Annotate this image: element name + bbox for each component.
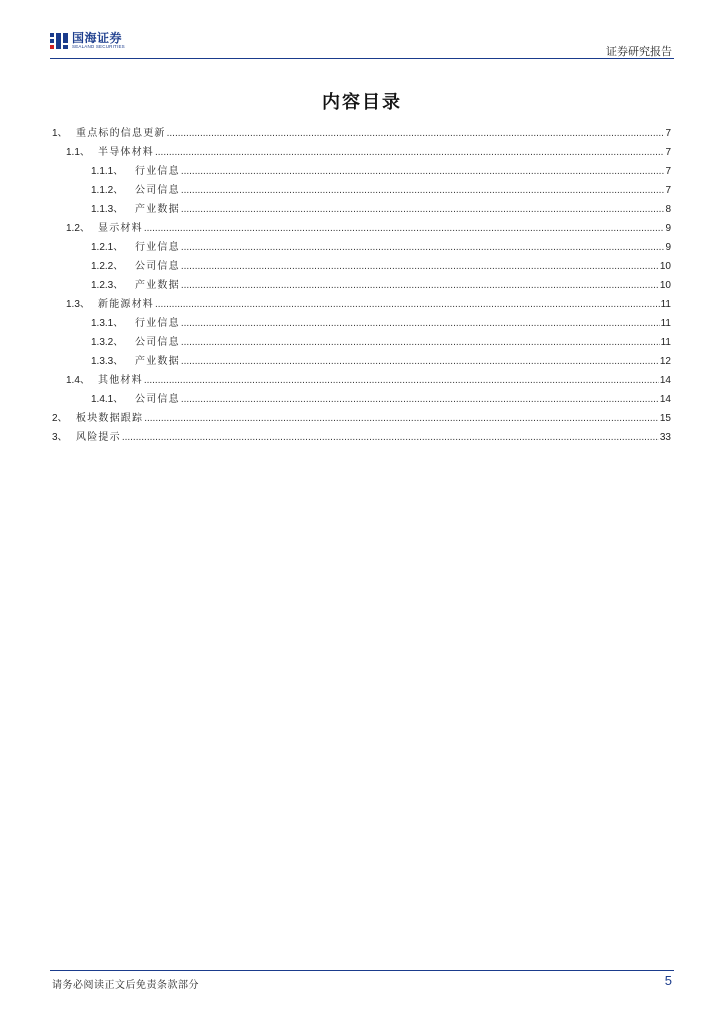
- toc-entry-label: 其他材料: [98, 375, 143, 386]
- toc-entry-label: 行业信息: [135, 242, 180, 253]
- table-of-contents: [0, 121, 724, 444]
- toc-entry-page: 15: [659, 413, 671, 424]
- toc-dot-leader: [181, 337, 660, 349]
- sealand-logo-icon: [50, 32, 68, 50]
- toc-entry-number: 1.2、: [66, 223, 90, 234]
- toc-entry[interactable]: [0, 159, 724, 178]
- toc-entry-page: 11: [660, 318, 671, 329]
- toc-entry-label: 显示材料: [98, 223, 143, 234]
- toc-entry-page: 7: [665, 147, 671, 158]
- toc-entry-page: 14: [659, 375, 671, 386]
- toc-entry-label: 风险提示: [76, 432, 121, 443]
- toc-dot-leader: [155, 147, 664, 159]
- toc-entry-page: 33: [659, 432, 671, 443]
- toc-entry-page: 11: [660, 337, 671, 348]
- toc-entry-number: 1.1.1、: [91, 166, 124, 177]
- toc-entry-number: 1.3.1、: [91, 318, 124, 329]
- toc-entry[interactable]: [0, 121, 724, 140]
- toc-entry-label: 产业数据: [135, 356, 180, 367]
- toc-entry[interactable]: [0, 197, 724, 216]
- toc-entry[interactable]: [0, 178, 724, 197]
- toc-entry-number: 2、: [52, 413, 68, 424]
- toc-entry[interactable]: [0, 425, 724, 444]
- toc-entry-page: 9: [665, 242, 671, 253]
- toc-entry-label: 半导体材料: [98, 147, 154, 158]
- company-logo: [50, 31, 125, 51]
- toc-entry[interactable]: [0, 140, 724, 159]
- toc-entry-page: 10: [659, 261, 671, 272]
- toc-entry-page: 8: [665, 204, 671, 215]
- logo-english-name: SEALAND SECURITIES: [72, 44, 125, 50]
- toc-entry-label: 行业信息: [135, 318, 180, 329]
- toc-entry-label: 板块数据跟踪: [76, 413, 144, 424]
- toc-dot-leader: [181, 394, 659, 406]
- toc-entry-page: 10: [659, 280, 671, 291]
- toc-entry-page: 7: [665, 185, 671, 196]
- toc-entry[interactable]: [0, 254, 724, 273]
- footer-divider: [50, 970, 674, 971]
- toc-entry[interactable]: [0, 235, 724, 254]
- toc-entry-number: 3、: [52, 432, 68, 443]
- toc-entry-number: 1.2.3、: [91, 280, 124, 291]
- toc-entry-number: 1.3.2、: [91, 337, 124, 348]
- toc-entry[interactable]: [0, 387, 724, 406]
- toc-entry-number: 1.3、: [66, 299, 90, 310]
- toc-dot-leader: [181, 280, 659, 292]
- toc-entry-number: 1.1.2、: [91, 185, 124, 196]
- toc-dot-leader: [181, 318, 660, 330]
- toc-entry[interactable]: [0, 406, 724, 425]
- toc-entry-number: 1.4、: [66, 375, 90, 386]
- toc-dot-leader: [167, 128, 665, 140]
- toc-entry-page: 7: [665, 166, 671, 177]
- toc-dot-leader: [181, 166, 665, 178]
- toc-entry[interactable]: [0, 273, 724, 292]
- toc-entry-number: 1.2.1、: [91, 242, 124, 253]
- toc-dot-leader: [181, 242, 665, 254]
- toc-dot-leader: [144, 223, 665, 235]
- toc-dot-leader: [181, 356, 659, 368]
- toc-entry-page: 9: [665, 223, 671, 234]
- toc-entry[interactable]: [0, 349, 724, 368]
- toc-dot-leader: [181, 204, 665, 216]
- toc-dot-leader: [155, 299, 660, 311]
- page-title: 内容目录: [322, 92, 402, 113]
- toc-entry[interactable]: [0, 311, 724, 330]
- page-number: 5: [664, 973, 672, 988]
- report-type-label: 证券研究报告: [606, 45, 672, 58]
- logo-chinese-name: 国海证券: [72, 31, 123, 46]
- toc-entry-page: 11: [660, 299, 671, 310]
- toc-dot-leader: [144, 375, 659, 387]
- toc-entry-page: 14: [659, 394, 671, 405]
- toc-entry[interactable]: [0, 368, 724, 387]
- header-divider: [50, 58, 674, 59]
- toc-dot-leader: [122, 432, 659, 444]
- toc-entry-label: 公司信息: [135, 185, 180, 196]
- toc-entry-number: 1.3.3、: [91, 356, 124, 367]
- disclaimer-note: 请务必阅读正文后免责条款部分: [52, 980, 199, 991]
- toc-entry-label: 行业信息: [135, 166, 180, 177]
- toc-entry[interactable]: [0, 330, 724, 349]
- toc-entry-page: 12: [659, 356, 671, 367]
- toc-entry-label: 公司信息: [135, 261, 180, 272]
- toc-entry-label: 产业数据: [135, 204, 180, 215]
- toc-dot-leader: [181, 185, 665, 197]
- toc-entry-number: 1、: [52, 128, 68, 139]
- toc-entry-number: 1.2.2、: [91, 261, 124, 272]
- toc-entry-label: 公司信息: [135, 394, 180, 405]
- toc-dot-leader: [181, 261, 659, 273]
- toc-entry[interactable]: [0, 216, 724, 235]
- toc-entry-label: 产业数据: [135, 280, 180, 291]
- toc-entry-label: 新能源材料: [98, 299, 154, 310]
- toc-entry-number: 1.1、: [66, 147, 90, 158]
- toc-entry-label: 公司信息: [135, 337, 180, 348]
- toc-entry-number: 1.1.3、: [91, 204, 124, 215]
- toc-entry-page: 7: [665, 128, 671, 139]
- toc-entry[interactable]: [0, 292, 724, 311]
- toc-entry-number: 1.4.1、: [91, 394, 124, 405]
- toc-dot-leader: [144, 413, 659, 425]
- toc-entry-label: 重点标的信息更新: [76, 128, 166, 139]
- page-header: [0, 0, 724, 60]
